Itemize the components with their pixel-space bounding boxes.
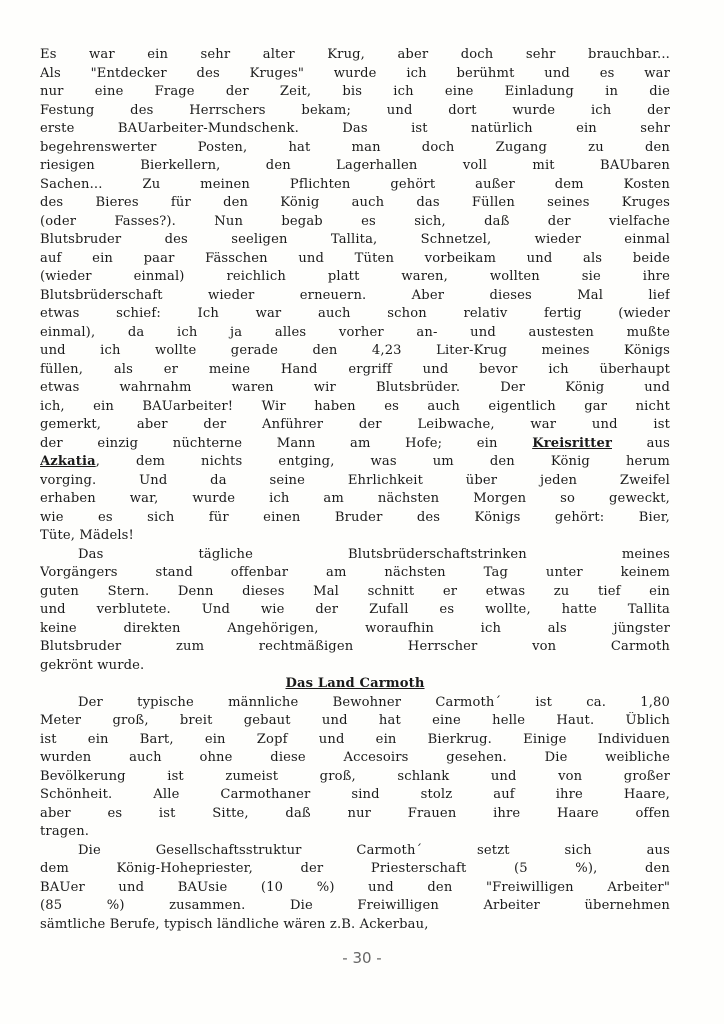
page-number: - 30 - [342, 949, 382, 967]
text-line: Schönheit. Alle Carmothaner sind stolz auf ihre Haare, [40, 787, 670, 802]
text-line: gekrönt wurde. [40, 657, 145, 673]
text-line: Blutsbrüderschaft wieder erneuern. Aber dieses Mal lief [40, 287, 670, 303]
text-line: ich, ein BAUarbeiter! Wir haben es auch eigentlich gar nicht [40, 398, 670, 414]
text-line: Bevölkerung ist zumeist groß, schlank und von großer [40, 768, 670, 784]
text-line: nur eine Frage der Zeit, bis ich eine Einladung in die [40, 84, 670, 99]
body-text [40, 46, 670, 934]
text-run: der einzig nüchterne Mann am Hofe; ein [40, 435, 533, 451]
text-line: und verblutete. Und wie der Zufall es wollte, hatte Tallita [40, 602, 670, 617]
text-line: sämtliche Berufe, typisch ländliche wären z.B. Ackerbau, [40, 916, 429, 932]
text-line: (wieder einmal) reichlich platt waren, wollten sie ihre [40, 269, 670, 284]
text-line: Vorgängers stand offenbar am nächsten Tag unter keinem [40, 565, 670, 580]
text-line: erste BAUarbeiter-Mundschenk. Das ist natürlich ein sehr [40, 121, 670, 136]
text-line: dem König-Hohepriester, der Priesterschaft (5 %), den [40, 861, 670, 876]
text-line: wurden auch ohne diese Accesoirs gesehen. Die weibliche [40, 750, 670, 765]
text-line: Die Gesellschaftsstruktur Carmoth´ setzt sich aus [78, 842, 670, 858]
text-line: gemerkt, aber der Anführer der Leibwache, war und ist [40, 417, 670, 432]
text-line: (oder Fasses?). Nun begab es sich, daß der vielfache [40, 213, 670, 229]
text-line: aber es ist Sitte, daß nur Frauen ihre Haare offen [40, 805, 670, 821]
text-line: tragen. [40, 824, 90, 839]
text-line: Blutsbruder des seeligen Tallita, Schnetzel, wieder einmal [40, 232, 670, 247]
section-heading: Das Land Carmoth [285, 676, 425, 691]
text-line: keine direkten Angehörigen, woraufhin ich als jüngster [40, 620, 670, 636]
text-line: Es war ein sehr alter Krug, aber doch sehr brauchbar... [40, 47, 670, 62]
text-line: (85 %) zusammen. Die Freiwilligen Arbeiter übernehmen [40, 898, 670, 913]
text-line: etwas wahrnahm waren wir Blutsbrüder. Der König und [40, 380, 670, 395]
text-line: wie es sich für einen Bruder des Königs gehört: Bier, [40, 509, 670, 525]
text-line: füllen, als er meine Hand ergriff und bevor ich überhaupt [40, 361, 670, 377]
bold-term: Azkatia [40, 454, 96, 469]
text-line: Der typische männliche Bewohner Carmoth´ ist ca. 1,80 [78, 694, 670, 710]
text-line: Tüte, Mädels! [40, 528, 134, 543]
text-line: etwas schief: Ich war auch schon relativ fertig (wieder [40, 306, 670, 321]
text-line: Das tägliche Blutsbrüderschaftstrinken meines [78, 546, 670, 562]
text-line: riesigen Bierkellern, den Lagerhallen voll mit BAUbaren [40, 158, 670, 173]
text-line: Als "Entdecker des Kruges" wurde ich berühmt und es war [40, 65, 670, 81]
text-line: erhaben war, wurde ich am nächsten Morgen so geweckt, [40, 491, 670, 506]
text-line: des Bieres für den König auch das Füllen seines Kruges [40, 195, 670, 210]
bold-term: Kreisritter [532, 435, 612, 451]
text-line: auf ein paar Fässchen und Tüten vorbeikam und als beide [40, 250, 670, 266]
text-line: einmal), da ich ja alles vorher an- und austesten mußte [40, 324, 670, 340]
text-line: guten Stern. Denn dieses Mal schnitt er etwas zu tief ein [40, 583, 670, 599]
text-line: begehrenswerter Posten, hat man doch Zugang zu den [40, 139, 670, 155]
text-line: ist ein Bart, ein Zopf und ein Bierkrug. Einige Individuen [40, 731, 670, 747]
text-line: vorging. Und da seine Ehrlichkeit über jeden Zweifel [40, 472, 670, 488]
text-run: aus [612, 435, 670, 451]
text-line: Meter groß, breit gebaut und hat eine helle Haut. Üblich [40, 713, 670, 728]
text-line: BAUer und BAUsie (10 %) und den "Freiwilligen Arbeiter" [40, 879, 670, 895]
text-line [40, 453, 670, 472]
text-line [40, 435, 670, 454]
text-line: und ich wollte gerade den 4,23 Liter-Krug meines Königs [40, 343, 670, 358]
text-run: , dem nichts entging, was um den König herum [95, 454, 670, 469]
text-line: Festung des Herrschers bekam; und dort wurde ich der [40, 102, 670, 118]
text-line: Blutsbruder zum rechtmäßigen Herrscher von Carmoth [40, 639, 670, 654]
text-line: Sachen... Zu meinen Pflichten gehört außer dem Kosten [40, 176, 670, 192]
